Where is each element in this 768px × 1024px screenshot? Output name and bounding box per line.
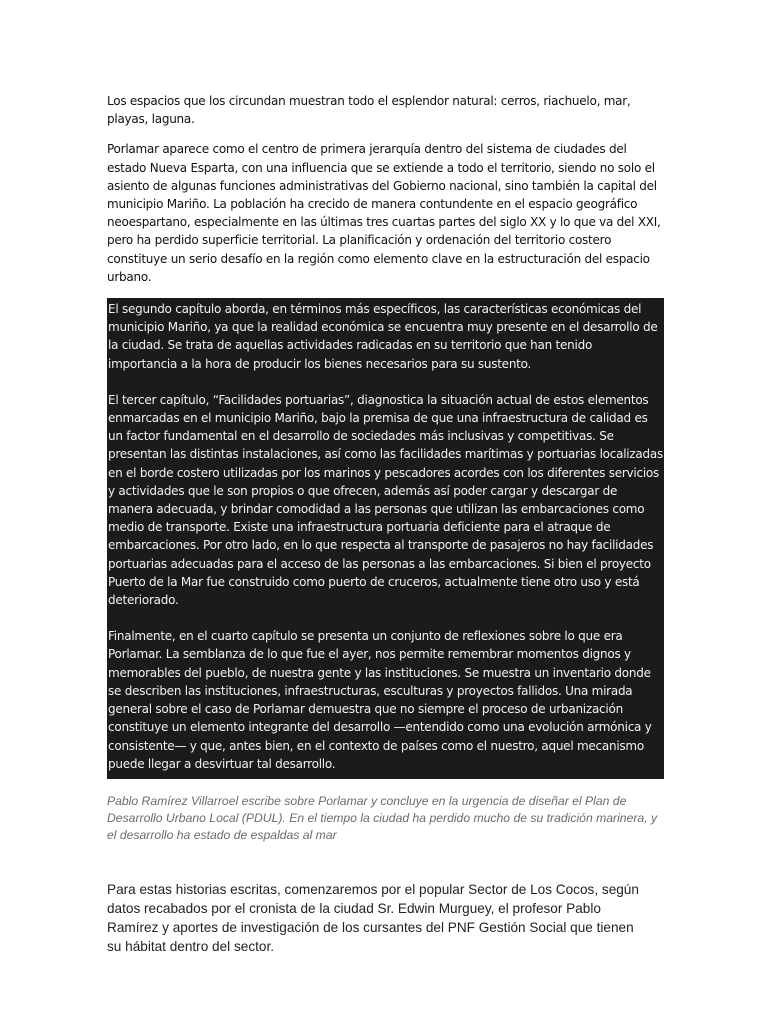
- paragraph-gap: [108, 609, 663, 627]
- highlighted-summary: [107, 298, 664, 779]
- chapter4-paragraph: Finalmente, en el cuarto capítulo se presenta un conjunto de reflexiones sobre lo que era Porlamar. La semblanza de lo que fue el ayer, nos permite remembrar momentos dignos y memorables del pueblo, de nuestra gente y las instituciones. Se muestra un inventario donde se describen las instituciones, infraestructuras, esculturas y proyectos fallidos. Una mirada general sobre el caso de Porlamar demuestra que no siempre el proceso de urbanización constituye un elemento integrante del desarrollo —entendido como una evolución armónica y consistente— y que, antes bien, en el contexto de países como el nuestro, aquel mecanismo puede llegar a desvirtuar tal desarrollo.: [108, 629, 652, 771]
- porlamar-paragraph: Porlamar aparece como el centro de primera jerarquía dentro del sistema de ciudades del estado Nueva Esparta, con una influencia que se extiende a todo el territorio, siendo no solo el asiento de algunas funciones administrativas del Gobierno nacional, sino también la capital del municipio Mariño. La población ha crecido de manera contundente en el espacio geográfico neoespartano, especialmente en las últimas tres cuartas partes del siglo XX y lo que va del XXI, pero ha perdido superficie territorial. La planificación y ordenación del territorio costero constituye un serio desafío en la región como elemento clave en la estructuración del espacio urbano.: [107, 142, 661, 284]
- closing-paragraph: Para estas historias escritas, comenzaremos por el popular Sector de Los Cocos, según datos recabados por el cronista de la ciudad Sr. Edwin Murguey, el profesor Pablo Ramírez y aportes de investigación de los cursantes del PNF Gestión Social que tienen su hábitat dentro del sector.: [107, 881, 639, 954]
- chapter3-paragraph: El tercer capítulo, “Facilidades portuarias”, diagnostica la situación actual de estos elementos enmarcadas en el municipio Mariño, bajo la premisa de que una infraestructura de calidad es un factor fundamental en el desarrollo de sociedades más inclusivas y competitivas. Se presentan las distintas instalaciones, así como las facilidades marítimas y portuarias localizadas en el borde costero utilizadas por los marinos y pescadores acordes con los diferentes servicios y actividades que le son propios o que ofrecen, además así poder cargar y descargar de manera adecuada, y brindar comodidad a las personas que utilizan las embarcaciones como medio de transporte. Existe una infraestructura portuaria deficiente para el atraque de embarcaciones. Por otro lado, en lo que respecta al transporte de pasajeros no hay facilidades portuarias adecuadas para el acceso de las personas a las embarcaciones. Si bien el proyecto Puerto de la Mar fue construido como puerto de cruceros, actualmente tiene otro uso y está deteriorado.: [108, 392, 663, 608]
- paragraph-gap: [108, 373, 663, 391]
- intro-paragraph: Los espacios que los circundan muestran todo el esplendor natural: cerros, riachuelo, mar, playas, laguna.: [107, 94, 631, 127]
- article-body: [107, 92, 663, 956]
- image-caption: Pablo Ramírez Villarroel escribe sobre Porlamar y concluye en la urgencia de diseñar el Plan de Desarrollo Urbano Local (PDUL). En el tiempo la ciudad ha perdido mucho de su tradición marinera, y el desarrollo ha estado de espaldas al mar: [107, 793, 658, 842]
- chapter2-paragraph: El segundo capítulo aborda, en términos más específicos, las características económicas del municipio Mariño, ya que la realidad económica se encuentra muy presente en el desarrollo de la ciudad. Se trata de aquellas actividades radicadas en su territorio que han tenido importancia a la hora de producir los bienes necesarios para su sustento.: [108, 302, 658, 371]
